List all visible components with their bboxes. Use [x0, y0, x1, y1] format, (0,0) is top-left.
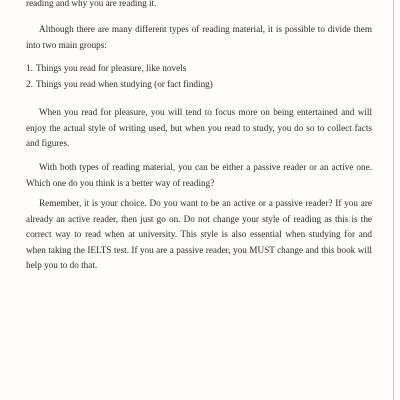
list-item-text: Things you read for pleasure, like novels: [36, 63, 187, 73]
paragraph-passive-active: With both types of reading material, you can be either a passive reader or an active one. Which one do you think is a better way of reading?: [26, 162, 372, 188]
list-item-text: Things you read when studying (or fact finding): [36, 78, 213, 89]
reading-groups-list: [26, 61, 372, 92]
list-item: [26, 61, 372, 77]
paragraph-reading-material-groups: Although there are many different types of reading material, it is possible to divide them into two main groups:: [26, 24, 372, 50]
list-item-number: 1.: [26, 63, 33, 73]
page-edge-line: [393, 0, 394, 400]
lead-line: reading and why you are reading it.: [26, 0, 157, 8]
paragraph-pleasure-vs-study: When you read for pleasure, you will tend to focus more on being entertained and will enjoy the actual style of writing used, but when you read to study, you do so to collect facts and figures.: [26, 107, 372, 148]
list-item-number: 2.: [26, 78, 33, 89]
paragraph-your-choice: Remember, it is your choice. Do you want to be an active or a passive reader? If you are already an active reader, then just go on. Do not change your style of reading as this is the correct way to read when at university. This style is also essential when studying for and when taking the IELTS test. If you are a passive reader, you MUST change and this book will help you to do that.: [26, 198, 372, 270]
list-item: [26, 77, 372, 93]
